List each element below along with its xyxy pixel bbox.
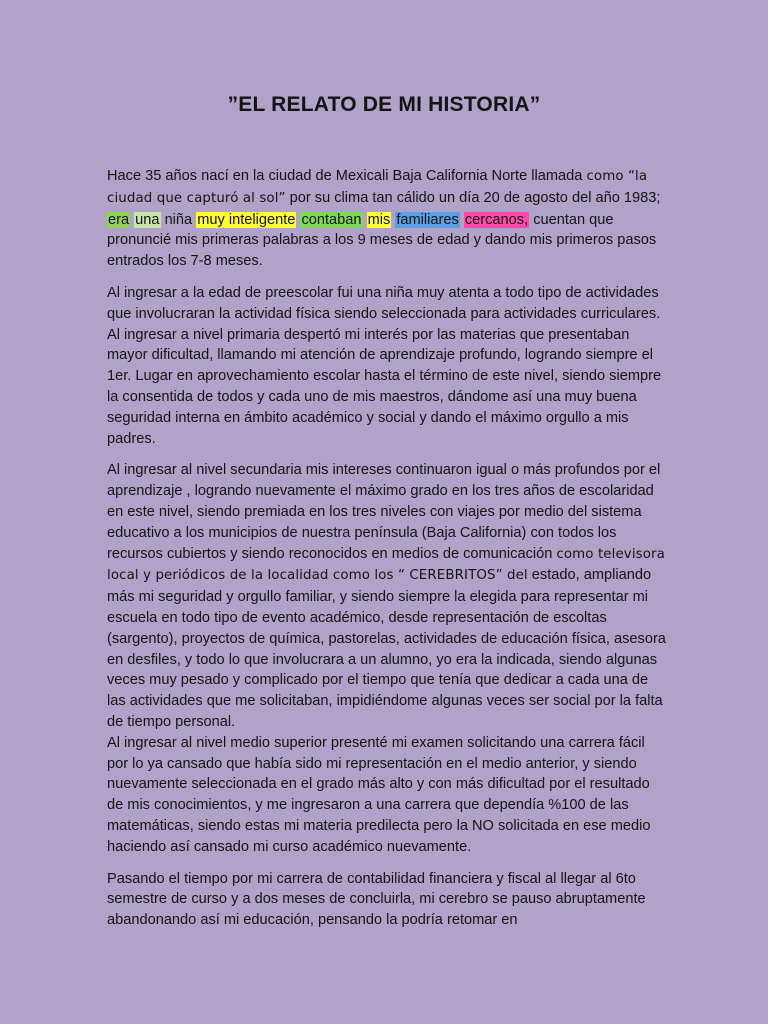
paragraph-1 xyxy=(107,166,667,272)
paragraph-4: Al ingresar al nivel medio superior presenté mi examen solicitando una carrera fácil por lo ya cansado que había sido mi representación en el medio anterior, y siendo nuevamente seleccionada en el grado más alto y con más dificultad por el resultado de mis conocimientos, y me ingresaron a una carrera que dependía %100 de las matemáticas, siendo estas mi materia predilecta pero la NO solicitada en ese medio haciendo así cansado mi curso académico nuevamente. xyxy=(107,734,651,855)
p3-text-a: Al ingresar al nivel secundaria mis intereses continuaron igual o más profundos por el aprendizaje , logrando nuevamente el máximo grado en los tres años de escolaridad en este nivel, siendo premiada en los tres niveles con viajes por medio del sistema educativo a los municipios de nuestra península (Baja California) con todos los recursos cubiertos y siendo reconocidos en medios de comunicación xyxy=(107,462,661,562)
paragraph-3 xyxy=(107,460,667,732)
document-title: ”EL RELATO DE MI HISTORIA” xyxy=(227,93,541,116)
highlight-familiares: familiares xyxy=(396,211,459,228)
highlight-era: era xyxy=(108,211,130,228)
p3-text-b: como televisora local y periódicos de la localidad como los “ CEREBRITOS” del xyxy=(107,546,665,584)
p1-text-c: por su clima tan cálido un día 20 de agosto del año 1983; xyxy=(285,189,661,206)
p1-text-d: niña xyxy=(160,211,197,228)
p3-text-c: estado, ampliando más mi seguridad y orgullo familiar, y siendo siempre la elegida para representar mi escuela en todo tipo de evento académico, desde representación de escoltas (sargento), proyectos de química, pastorelas, actividades de educación física, asesora en desfiles, y todo lo que involucrara a un alumno, yo era la indicada, siendo algunas veces muy pesado y complicado por el tiempo que tenía que dedicar a cada una de las actividades que me solicitaban, impidiéndome algunas veces ser social por la falta de tiempo personal. xyxy=(107,567,666,730)
highlight-mis: mis xyxy=(367,211,391,228)
highlight-una: una xyxy=(135,211,160,228)
highlight-cercanos: cercanos, xyxy=(464,211,529,228)
document-body xyxy=(107,166,667,942)
paragraph-2: Al ingresar a la edad de preescolar fui una niña muy atenta a todo tipo de actividades que involucraran la actividad física siendo seleccionada para actividades curriculares. Al ingresar a nivel primaria despertó mi interés por las materias que presentaban mayor dificultad, llamando mi atención de aprendizaje profundo, logrando siempre el 1er. Lugar en aprovechamiento escolar hasta el término de este nivel, siendo siempre la consentida de todos y cada uno de mis maestros, dándome así una muy buena seguridad interna en ámbito académico y social y dando el máximo orgullo a mis padres. xyxy=(107,284,662,447)
p1-text-a: Hace 35 años nací en la ciudad de Mexicali Baja California Norte llamada xyxy=(107,168,587,184)
p1-text-e: cuentan que pronuncié mis primeras palabras a los 9 meses de edad y dando mis primeros pasos entrados los 7-8 meses. xyxy=(107,211,657,270)
highlight-muy-inteligente: muy inteligente xyxy=(197,211,296,228)
paragraph-5: Pasando el tiempo por mi carrera de contabilidad financiera y fiscal al llegar al 6to semestre de curso y a dos meses de concluirla, mi cerebro se pauso abruptamente abandonando así mi educación, pensando la podría retomar en xyxy=(107,870,646,929)
highlight-contaban: contaban xyxy=(301,211,362,228)
p1-text-b: como “la ciudad que capturó al sol” xyxy=(107,169,648,206)
